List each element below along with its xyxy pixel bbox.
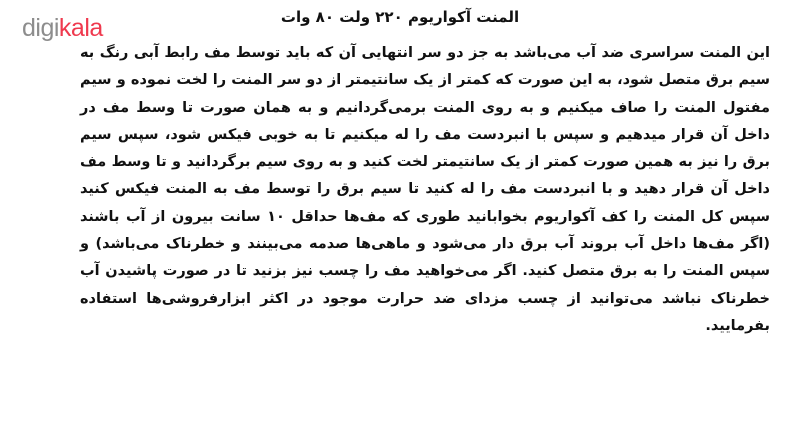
page-title: المنت آکواریوم ۲۲۰ ولت ۸۰ وات [280, 8, 520, 26]
logo-text-digi: digi [22, 14, 59, 42]
description-paragraph: این المنت سراسری ضد آب می‌باشد به جز دو سر انتهایی آن که باید توسط مف رابط آبی رنگ به سیم برق متصل شود، به این صورت که کمتر از یک سانتیمتر از دو سر المنت را لخت نموده و سیم مفتول المنت را صاف میکنیم و به روی المنت برمی‌گردانیم و به همان صورت تا وسط مف در داخل آن قرار میدهیم و سپس با انبردست مف را له میکنیم تا به خوبی فیکس شود، سپس سیم برق را نیز به همین صورت کمتر از یک سانتیمتر لخت کنید و به روی سیم برگردانید و تا وسط مف داخل آن قرار دهید و با انبردست مف را له کنید تا سیم برق را توسط مف به المنت فیکس کنید سپس کل المنت را کف آکواریوم بخوابانید طوری که مف‌ها حداقل ۱۰ سانت بیرون از آب باشند (اگر مف‌ها داخل آب بروند آب برق دار می‌شود و ماهی‌ها صدمه می‌بینند و خطرناک می‌باشد) و سپس المنت را به برق متصل کنید. اگر می‌خواهید مف را چسب نیز بزنید تا در صورت پاشیدن آب خطرناک نباشد می‌توانید از چسب مزدای ضد حرارت موجود در اکثر ابزارفروشی‌ها استفاده بفرمایید. [80, 45, 770, 334]
logo-text-kala: kala [58, 14, 103, 42]
